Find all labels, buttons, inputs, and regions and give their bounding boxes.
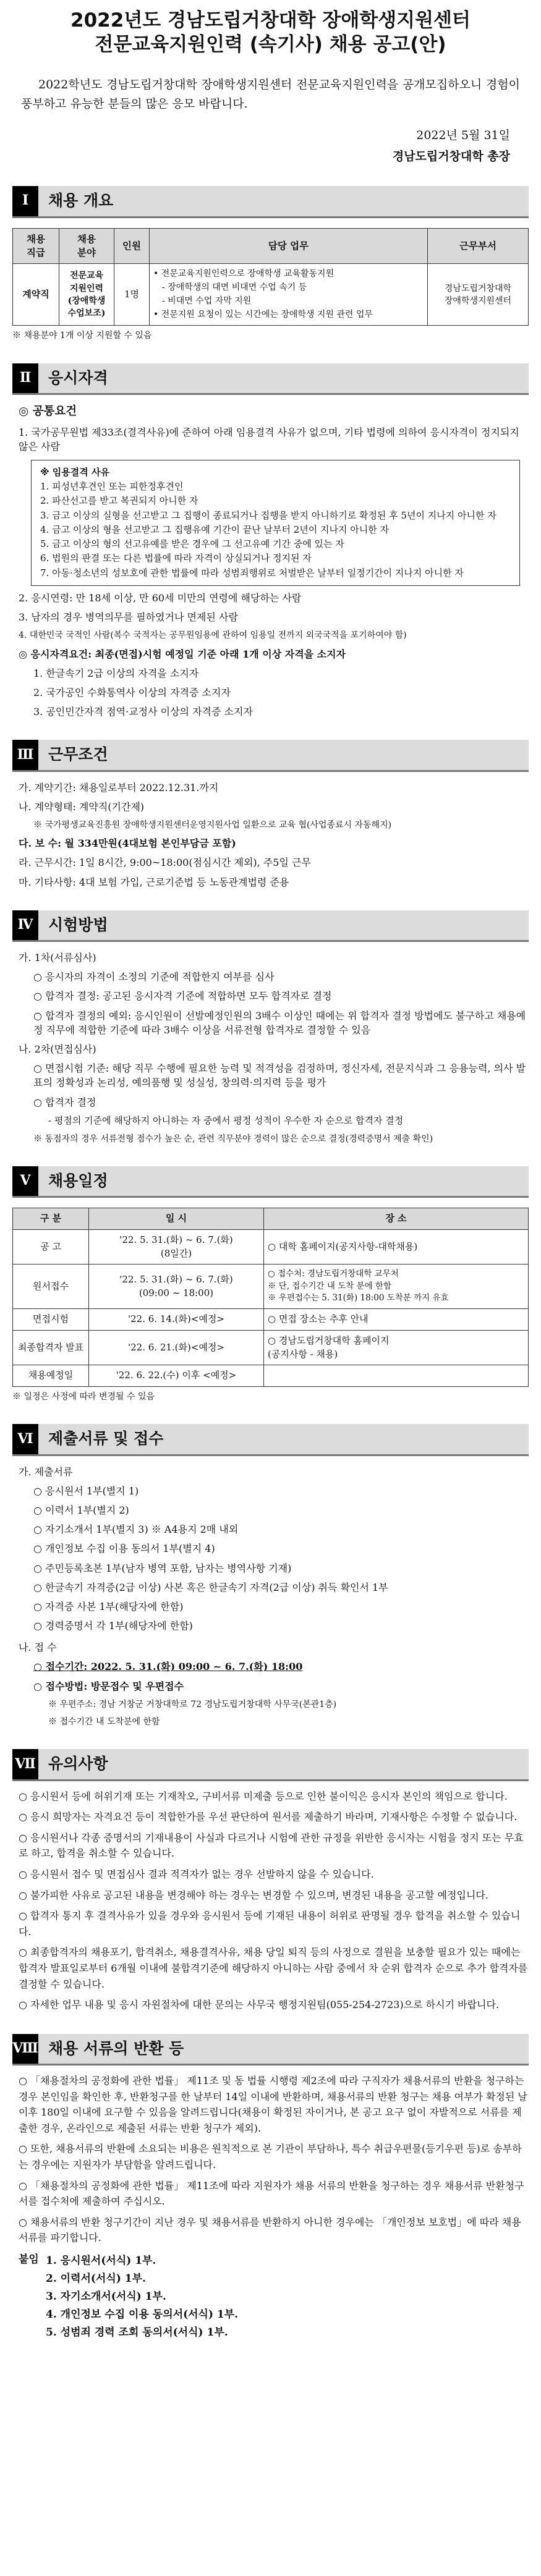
reception-address: ※ 우편주소: 경남 거창군 거창대학로 72 경남도립거창대학 사무국(본관1층) [48,1699,337,1710]
exam-stage-1-item: ○ 합격자 결정: 공고된 응시자격 기준에 적합하면 모두 합격자로 결정 [33,990,332,1002]
disqualification-item: 2. 파산선고를 받고 복권되지 아니한 자 [40,495,198,507]
section-number: Ⅶ [12,1749,38,1779]
cell-datetime: '22. 5. 31.(화) ~ 6. 7.(화) (09:00 ~ 18:00) [89,1265,264,1309]
th-place: 장 소 [264,1208,529,1230]
returns-list [12,2073,529,2246]
section-label: 채용일정 [38,1166,529,1196]
returns-item: ○ 「채용절차의 공정화에 관한 법률」 제11조에 따라 지원자가 채용 서류의 반환을 청구하는 경우 채용서류 반환청구서를 접수처에 제출하여 주십시오. [19,2179,524,2208]
reception-period: ○ 접수기간: 2022. 5. 31.(화) 09:00 ~ 6. 7.(화) 18:00 [33,1661,303,1673]
condition-contract-type: 나. 계약형태: 계약직(기간제) [19,800,145,813]
table-row [13,1229,529,1265]
attachment-item: 5. 성범죄 경력 조회 동의서(서식) 1부. [46,2326,228,2339]
returns-item: ○ 「채용절차의 공정화에 관한 법률」 제11조 및 동 법률 시행령 제2조에 따라 구직자가 채용서류의 반환을 청구하는 경우 본인임을 확인한 후, 반환청구를 한 날부터 14일 이내에 반환하며, 채용서류의 반환 청구는 채용 여부가 확정된 날 이후 180일 이내에 요구할 수 있음을 알려드립니다(채용이 확정된 자이거나, 본 공고 요구 없이 자발적으로 서류를 제출한 경우, 온라인으로 제출된 서류는 반환 청구가 제외). [19,2075,527,2134]
exam-stage-2-heading: 나. 2차(면접심사) [19,1043,96,1056]
exam-stage-1-item: ○ 합격자 결정의 예외: 응시인원이 선발예정인원의 3배수 이상인 때에는 위 합격자 결정 방법에도 불구하고 채용예정 직무에 적합한 기준에 따라 3배수 이상을 서류전형 합격자로 결정할 수 있음 [33,1009,526,1036]
th-field: 채용 분야 [59,228,114,264]
duty-item: - 비대면 수업 자막 지원 [162,295,252,306]
special-requirement: 3. 공인민간자격 점역·교정사 이상의 자격증 소지자 [33,706,253,718]
special-requirements-heading: ◎ 응시자격요건: 최종(면접)시험 예정일 기준 아래 1개 이상 자격을 소지자 [19,648,346,660]
issuing-organization: 경남도립거창대학 총장 [392,149,510,163]
exam-stage-1-heading: 가. 1차(서류심사) [19,952,96,964]
document-item: ○ 이력서 1부(별지 2) [33,1504,129,1516]
table-row [13,1265,529,1309]
reception-heading: 나. 접 수 [19,1642,57,1654]
attachments-heading: 붙임 [19,2253,39,2266]
condition-contract-period: 가. 계약기간: 채용일로부터 2022.12.31.까지 [19,781,219,794]
cell-grade: 계약직 [13,264,59,326]
cell-datetime: '22. 6. 22.(수) 이후 <예정> [89,1365,264,1387]
section-label: 유의사항 [38,1749,529,1779]
document-item: ○ 자기소개서 1부(별지 3) ※ A4용지 2매 내외 [33,1523,239,1536]
section-number: Ⅱ [12,363,38,393]
section-label: 채용 서류의 반환 등 [38,2034,529,2064]
cell-place: ○ 면접 장소는 추후 안내 [264,1309,529,1331]
cell-stage: 원서접수 [13,1265,89,1309]
section-label: 제출서류 및 접수 [38,1424,529,1454]
duty-item: - 장애학생의 대면 비대면 수업 속기 등 [162,282,307,293]
cell-datetime: '22. 6. 14.(화)<예정> [89,1309,264,1331]
th-duties: 담당 업무 [150,228,428,264]
returns-item: ○ 또한, 채용서류의 반환에 소요되는 비용은 원칙적으로 본 기관이 부담하나, 특수 취급우편물(등기우편 등)로 송부하는 경우에는 지원자가 부담함을 알려드립니다. [19,2143,522,2171]
th-grade: 채용 직급 [13,228,59,264]
announcement-date: 2022년 5월 31일 [416,129,510,143]
eligibility-item-2: 2. 응시연령: 만 18세 이상, 만 60세 미만의 연령에 해당하는 사람 [19,591,302,604]
title-line-1: 2022년도 경남도립거창대학 장애학생지원센터 [70,9,471,32]
notices-list [12,1789,529,2013]
cell-place [264,1365,529,1387]
section-header-returns [12,2034,529,2065]
condition-salary: 다. 보 수: 월 334만원(4대보험 본인부담금 포함) [19,837,236,850]
th-datetime: 일 시 [89,1208,264,1230]
th-stage: 구 분 [13,1208,89,1230]
section-header-documents [12,1424,529,1455]
notice-item: ○ 불가피한 사유로 공고된 내용을 변경해야 하는 경우는 변경할 수 있으며, 변경된 내용을 공고할 예정입니다. [19,1889,488,1901]
exam-stage-2-item: ○ 면접시험 기준: 해당 직무 수행에 필요한 능력 및 적격성을 검정하며, 정신자세, 전문지식과 그 응용능력, 의사 발표의 정확성과 논리성, 예의품행 및 성실성, 창의력·의지력 등을 평가 [33,1062,526,1089]
disqualification-item: 1. 피성년후견인 또는 피한정후견인 [40,481,184,493]
schedule-note: ※ 일정은 사정에 따라 변경될 수 있음 [12,1392,155,1402]
cell-stage: 최종합격자 발표 [13,1330,89,1365]
notice-item: ○ 합격자 통지 후 결격사유가 있을 경우와 응시원서 등에 기재된 내용이 허위로 판명될 경우 합격을 취소할 수 있습니다. [19,1910,521,1938]
section-number: Ⅰ [12,186,38,216]
condition-other: 마. 기타사항: 4대 보험 가입, 근로기준법 등 노동관계법령 준용 [19,876,289,888]
exam-stage-2-item: - 평점의 기준에 해당하지 아니하는 자 중에서 평정 성적이 우수한 자 순으로 합격자 결정 [48,1114,404,1126]
table-row [13,1309,529,1331]
exam-stage-1-item: ○ 응시자의 자격이 소정의 기준에 적합한지 여부를 심사 [33,971,275,983]
cell-stage: 공 고 [13,1229,89,1265]
overview-note: ※ 채용분야 1개 이상 지원할 수 있음 [12,331,152,341]
returns-item: ○ 채용서류의 반환 청구기간이 지난 경우 및 채용서류를 반환하지 아니한 경우에는 「개인정보 보호법」에 따라 채용서류를 파기합니다. [19,2216,521,2244]
notice-item: ○ 응시원서 등에 허위기재 또는 기재착오, 구비서류 미제출 등으로 인한 불이익은 응시자 본인의 책임으로 합니다. [19,1790,508,1802]
disqualification-heading: ※ 임용결격 사유 [40,466,109,478]
documents-heading: 가. 제출서류 [19,1465,73,1478]
overview-table [12,228,529,326]
cell-duties [150,264,428,326]
schedule-table [12,1208,529,1387]
disqualification-item: 5. 금고 이상의 형의 선고유예를 받은 경우에 그 선고유예 기간 중에 있는 자 [40,538,344,550]
attachments-list [46,2252,529,2341]
attachment-item: 4. 개인정보 수집 이용 동의서(서식) 1부. [46,2308,239,2321]
condition-hours: 라. 근무시간: 1일 8시간, 9:00~18:00(점심시간 제외), 주5일 근무 [19,857,311,869]
table-row [13,1330,529,1365]
section-header-notices [12,1749,529,1781]
common-requirements-heading: ◎ 공통요건 [19,404,77,418]
cell-field: 전문교육 지원인력 (장애학생 수업보조) [59,264,114,326]
table-row [13,264,529,326]
section-label: 채용 개요 [38,186,529,216]
section-header-exam [12,910,529,942]
eligibility-item-4: 4. 대한민국 국적인 사람(복수 국적자는 공무원임용에 관하여 임용일 전까지 외국국적을 포기하여야 함) [19,630,407,641]
notice-item: ○ 응시원서 접수 및 면접심사 결과 적격자가 없는 경우 선발하지 않을 수 있습니다. [19,1868,374,1881]
reception-method: ○ 접수방법: 방문접수 및 우편접수 [33,1680,184,1692]
intro-paragraph: 2022학년도 경남도립거창대학 장애학생지원센터 전문교육지원인력을 공개모집하오니 경험이 풍부하고 유능한 분들의 많은 응모 바랍니다. [21,77,520,111]
th-dept: 근무부서 [428,228,529,264]
section-number: Ⅷ [12,2034,38,2064]
table-row [13,1365,529,1387]
attachment-item: 1. 응시원서(서식) 1부. [46,2254,156,2267]
cell-stage: 면접시험 [13,1309,89,1331]
notice-item: ○ 자세한 업무 내용 및 응시 자원절차에 대한 문의는 사무국 행정지원팀(055-254-2723)으로 하시기 바랍니다. [19,1999,500,2011]
section-label: 시험방법 [38,910,529,940]
title-line-2: 전문교육지원인력 (속기사) 채용 공고(안) [95,33,446,56]
document-item: ○ 주민등록초본 1부(남자 병역 포함, 남자는 병역사항 기재) [33,1562,292,1574]
exam-stage-2-item: ○ 합격자 결정 [33,1096,96,1108]
condition-contract-note: ※ 국가평생교육진흥원 장애학생지원센터운영지원사업 일환으로 교육 협(사업종료시 자동해지) [33,820,392,830]
document-item: ○ 경력증명서 각 1부(해당자에 한함) [33,1620,193,1632]
document-item: ○ 한글속기 자격증(2급 이상) 사본 혹은 한글속기 자격(2급 이상) 취득 확인서 1부 [33,1581,388,1593]
section-label: 근무조건 [38,740,529,769]
section-number: Ⅵ [12,1424,38,1454]
cell-stage: 채용예정일 [13,1365,89,1387]
special-requirement: 2. 국가공인 수화통역사 이상의 자격증 소지자 [33,687,231,698]
attachments [19,2252,529,2341]
document-item: ○ 자격증 사본 1부(해당자에 한함) [33,1600,184,1612]
cell-dept: 경남도립거창대학 장애학생지원센터 [428,264,529,326]
cell-datetime: '22. 5. 31.(화) ~ 6. 7.(화) (8일간) [89,1229,264,1265]
attachment-item: 2. 이력서(서식) 1부. [46,2272,146,2285]
section-header-conditions [12,740,529,771]
attachment-item: 3. 자기소개서(서식) 1부. [46,2290,166,2303]
section-number: Ⅴ [12,1166,38,1196]
section-label: 응시자격 [38,363,529,393]
section-header-overview [12,186,529,218]
cell-place: ○ 경남도립거창대학 홈페이지 (공지사항 - 채용) [264,1330,529,1365]
document-item: ○ 응시원서 1부(별지 1) [33,1485,139,1497]
document-item: ○ 개인정보 수집 이용 동의서 1부(별지 4) [33,1543,215,1555]
notice-item: ○ 응시 희망자는 자격요건 등이 적합한가를 우선 판단하여 원서를 제출하기 바라며, 기재사항은 수정할 수 없습니다. [19,1811,518,1823]
disqualification-item: 7. 아동·청소년의 성보호에 관한 법률에 따라 성범죄행위로 처벌받은 날부터 일정기간이 지나지 아니한 자 [40,567,464,578]
cell-count: 1명 [114,264,150,326]
notice-item: ○ 응시원서나 각종 증명서의 기재내용이 사실과 다르거나 시험에 관한 규정을 위반한 응시자는 시험을 정지 또는 무효로 하고, 합격을 취소할 수 있습니다. [19,1831,524,1860]
cell-place: ○ 대학 홈페이지(공지사항-대학채용) [264,1229,529,1265]
special-requirement: 1. 한글속기 2급 이상의 자격을 소지자 [33,667,199,679]
reception-note: ※ 접수기간 내 도착분에 한함 [48,1717,160,1727]
duty-item: • 전문지원 요청이 있는 시간에는 장애학생 지원 관련 업무 [153,309,373,320]
eligibility-item-1: 1. 국가공무원법 제33조(결격사유)에 준하여 아래 임용결격 사유가 없으며, 기타 법령에 의하여 응시자격이 정지되지 않은 사람 [19,426,519,452]
section-number: Ⅳ [12,910,38,940]
disqualification-item: 3. 금고 이상의 실형을 선고받고 그 집행이 종료되거나 집행을 받지 아니하기로 확정된 후 5년이 지나지 아니한 자 [40,509,496,521]
section-header-schedule [12,1166,529,1198]
section-number: Ⅲ [12,740,38,769]
duty-item: • 전문교육지원인력으로 장애학생 교육활동지원 [153,269,334,279]
eligibility-item-3: 3. 남자의 경우 병역의무를 필하였거나 면제된 사람 [19,611,238,624]
exam-stage-2-note: ※ 동점자의 경우 서류전형 점수가 높은 순, 관련 직무분야 경력이 많은 순으로 결정(경력증명서 제출 확인) [33,1133,433,1144]
notice-item: ○ 최종합격자의 채용포기, 합격취소, 채용결격사유, 채용 당일 퇴직 등의 사정으로 결원을 보충할 필요가 있는 때에는 합격자 발표일로부터 6개월 이내에 불합격기준에 해당하지 아니하는 사람 중에서 차 순위 합격자 순으로 추가 합격자를 결정할 수 있습니다. [19,1946,528,1990]
document-title [12,9,529,57]
disqualification-item: 4. 금고 이상의 형을 선고받고 그 집행유예 기간이 끝난 날부터 2년이 지나지 아니한 자 [40,523,390,535]
disqualification-box [31,460,520,586]
section-header-eligibility [12,363,529,395]
cell-place: ○ 접수처: 경남도립거창대학 교무처 ※ 단, 접수기간 내 도착 분에 한함 ※ 우편접수는 5. 31(화) 18:00 도착분 까지 유효 [264,1265,529,1309]
cell-datetime: '22. 6. 21.(화)<예정> [89,1330,264,1365]
disqualification-item: 6. 법원의 판결 또는 다른 법률에 따라 자격이 상실되거나 정지된 자 [40,553,312,564]
th-count: 인원 [114,228,150,264]
